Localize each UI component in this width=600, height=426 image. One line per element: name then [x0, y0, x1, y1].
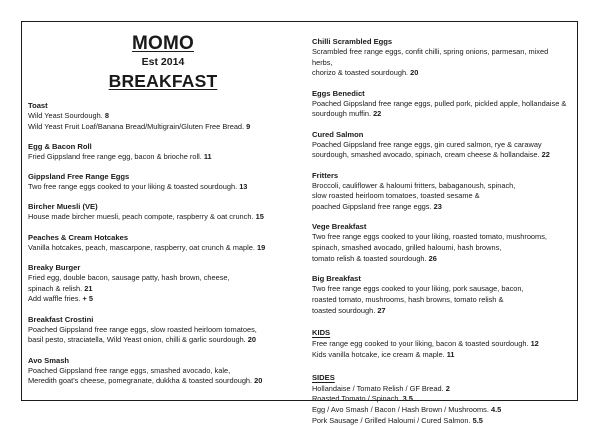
menu-item-description-line — [28, 273, 298, 284]
menu-item-name: Bircher Muesli (VE) — [28, 202, 98, 212]
menu-item-description-line — [28, 182, 298, 193]
menu-item-description-line — [28, 335, 298, 346]
price: 21 — [84, 283, 93, 293]
menu-item-description-line — [312, 416, 569, 426]
price: 9 — [246, 121, 251, 131]
price: 20 — [247, 335, 257, 345]
menu-item-description-line — [312, 384, 569, 395]
menu-columns — [22, 22, 577, 425]
menu-item-description-line — [28, 122, 298, 133]
price: 11 — [203, 151, 212, 161]
price: 2 — [445, 383, 450, 393]
price: 22 — [541, 150, 550, 160]
menu-item — [28, 262, 298, 305]
description-text: Poached Gippsland free range eggs, gin cured salmon, rye & caraway — [311, 139, 542, 149]
menu-item-description-line — [312, 47, 569, 68]
description-text: toasted sourdough. — [311, 305, 376, 315]
menu-item-description-line — [312, 232, 569, 243]
price: 3.5 — [402, 394, 413, 404]
menu-item — [28, 100, 298, 132]
menu-item-name: Egg & Bacon Roll — [28, 141, 92, 151]
price: 23 — [433, 202, 442, 212]
description-text: Egg / Avo Smash / Bacon / Hash Brown / Mushrooms. — [311, 404, 489, 414]
price: 15 — [255, 212, 264, 222]
price: 20 — [254, 376, 263, 386]
description-text: Poached Gippsland free range eggs, slow roasted heirloom tomatoes, — [28, 324, 257, 334]
description-text: basil pesto, straciatella, Wild Yeast onion, chilli & garlic sourdough. — [28, 335, 246, 345]
menu-item — [28, 314, 298, 346]
menu-item-description-line — [312, 284, 569, 295]
menu-item-description-line — [312, 68, 569, 79]
description-text: slow roasted heirloom tomatoes, toasted sesame & — [311, 191, 480, 201]
menu-item — [28, 232, 298, 254]
menu-column-left — [22, 22, 304, 400]
menu-item-description-line — [312, 394, 569, 405]
menu-item-description-line — [28, 366, 298, 377]
menu-item-description-line — [312, 109, 569, 120]
menu-item-description-line — [312, 202, 569, 213]
menu-section-sides — [312, 372, 569, 426]
menu-item-description-line — [28, 376, 298, 387]
menu-item-description-line — [28, 243, 298, 254]
menu-item-name: Gippsland Free Range Eggs — [28, 172, 130, 182]
price: 19 — [256, 242, 266, 252]
menu-item-description-line — [28, 294, 298, 305]
menu-item — [312, 273, 569, 316]
menu-item — [28, 141, 298, 163]
menu-item-name: Vege Breakfast — [311, 222, 367, 232]
description-text: Fried Gippsland free range egg, bacon & brioche roll. — [28, 151, 202, 161]
masthead — [28, 33, 298, 91]
description-text: Add waffle fries. — [28, 294, 81, 304]
menu-item-description-line — [28, 111, 298, 122]
menu-item — [312, 170, 569, 213]
description-text: Fried egg, double bacon, sausage patty, hash brown, cheese, — [28, 272, 230, 282]
left-menu-items — [28, 100, 298, 387]
description-text: tomato relish & toasted sourdough. — [311, 253, 427, 263]
description-text: chorizo & toasted sourdough. — [311, 68, 409, 78]
price: 13 — [239, 182, 248, 192]
menu-item-description-line — [312, 99, 569, 110]
description-text: Kids vanilla hotcake, ice cream & maple. — [311, 349, 445, 359]
description-text: poached Gippsland free range eggs. — [311, 202, 432, 212]
description-text: roasted tomato, mushrooms, hash browns, tomato relish & — [311, 294, 504, 304]
menu-item-description-line — [312, 306, 569, 317]
price: 4.5 — [490, 404, 502, 414]
description-text: Scrambled free range eggs, confit chilli, spring onions, parmesan, mixed herbs, — [311, 47, 549, 67]
menu-item-name: Peaches & Cream Hotcakes — [28, 232, 129, 242]
menu-item-name: Cured Salmon — [311, 129, 364, 139]
price: 20 — [410, 68, 419, 78]
restaurant-name: MOMO — [131, 33, 194, 54]
description-text: Poached Gippsland free range eggs, smashed avocado, kale, — [28, 365, 231, 375]
description-text: spinach, smashed avocado, grilled haloumi, hash browns, — [311, 243, 502, 253]
menu-title: BREAKFAST — [108, 70, 218, 91]
description-text: Pork Sausage / Grilled Haloumi / Cured Salmon. — [311, 415, 471, 425]
description-text: Two free range eggs cooked to your liking, roasted tomato, mushrooms, — [311, 232, 547, 242]
menu-item-name: Avo Smash — [28, 355, 70, 365]
description-text: Vanilla hotcakes, peach, mascarpone, raspberry, oat crunch & maple. — [28, 242, 255, 252]
menu-item — [312, 36, 569, 79]
price: 12 — [530, 339, 539, 349]
menu-item-name: Fritters — [311, 170, 339, 180]
menu-item-name: Toast — [28, 100, 48, 110]
description-text: sourdough muffin. — [311, 109, 371, 119]
menu-item-name: Eggs Benedict — [311, 88, 365, 98]
menu-item-description-line — [28, 212, 298, 223]
description-text: Meredith goat's cheese, pomegranate, dukkha & toasted sourdough. — [28, 376, 253, 386]
menu-item-name: Chilli Scrambled Eggs — [311, 37, 393, 46]
description-text: Broccoli, cauliflower & haloumi fritters, babaganoush, spinach, — [311, 180, 516, 190]
description-text: Wild Yeast Sourdough. — [28, 110, 103, 120]
menu-item — [312, 129, 569, 161]
menu-column-right — [304, 22, 577, 425]
description-text: Poached Gippsland free range eggs, pulled pork, pickled apple, hollandaise & — [311, 98, 567, 108]
menu-section-kids — [312, 327, 569, 360]
price: 8 — [104, 110, 109, 120]
description-text: sourdough, smashed avocado, spinach, cream cheese & hollandaise. — [311, 150, 540, 160]
menu-item-description-line — [28, 284, 298, 295]
menu-item — [28, 201, 298, 223]
menu-item-description-line — [312, 140, 569, 151]
menu-item-name: Breaky Burger — [28, 262, 81, 272]
description-text: spinach & relish. — [28, 283, 83, 293]
price: 11 — [446, 349, 455, 359]
right-menu-items — [312, 36, 569, 316]
description-text: Hollandaise / Tomato Relish / GF Bread. — [311, 383, 444, 393]
price: 22 — [373, 109, 382, 119]
menu-item-description-line — [312, 350, 569, 361]
price: 27 — [377, 305, 386, 315]
price: 26 — [428, 253, 437, 263]
menu-item — [28, 171, 298, 193]
menu-item-description-line — [312, 254, 569, 265]
menu-section-title: SIDES — [311, 372, 335, 382]
menu-section-title: KIDS — [311, 328, 331, 338]
price: 5.5 — [472, 415, 483, 425]
menu-item-description-line — [28, 152, 298, 163]
menu-item-description-line — [28, 325, 298, 336]
menu-item — [312, 88, 569, 120]
description-text: House made bircher muesli, peach compote, raspberry & oat crunch. — [28, 212, 254, 222]
menu-item-description-line — [312, 405, 569, 416]
menu-page — [21, 21, 578, 425]
menu-item-description-line — [312, 339, 569, 350]
right-menu-sections — [312, 327, 569, 426]
menu-item — [28, 355, 298, 387]
description-text: Wild Yeast Fruit Loaf/Banana Bread/Multigrain/Gluten Free Bread. — [28, 121, 245, 131]
description-text: Roasted Tomato / Spinach. — [311, 394, 401, 404]
description-text: Two free range eggs cooked to your liking, pork sausage, bacon, — [311, 284, 524, 294]
menu-item-description-line — [312, 191, 569, 202]
description-text: Two free range eggs cooked to your liking & toasted sourdough. — [28, 182, 238, 192]
menu-item-description-line — [312, 181, 569, 192]
price: + 5 — [82, 294, 93, 304]
description-text: Free range egg cooked to your liking, bacon & toasted sourdough. — [311, 339, 529, 349]
menu-item — [312, 221, 569, 264]
menu-item-description-line — [312, 243, 569, 254]
menu-item-description-line — [312, 295, 569, 306]
menu-item-description-line — [312, 150, 569, 161]
menu-item-name: Breakfast Crostini — [28, 314, 94, 324]
menu-item-name: Big Breakfast — [311, 274, 361, 284]
established-year: Est 2014 — [141, 56, 185, 69]
